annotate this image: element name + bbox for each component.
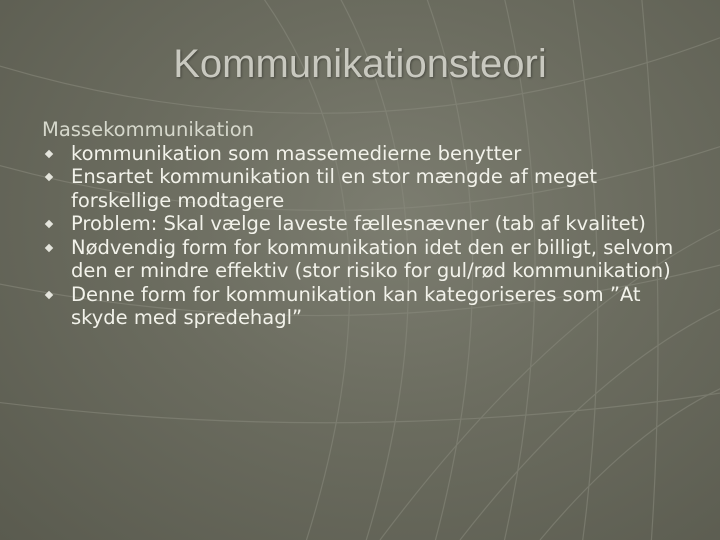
diamond-bullet-icon xyxy=(45,149,53,157)
bullet-text: Problem: Skal vælge laveste fællesnævner (tab af kvalitet) xyxy=(71,212,646,235)
list-item xyxy=(42,283,692,330)
diamond-bullet-icon xyxy=(45,243,53,251)
list-item xyxy=(42,212,692,236)
slide-content xyxy=(42,118,692,330)
bullet-list xyxy=(42,142,692,330)
list-item xyxy=(42,165,692,212)
bullet-text: Nødvendig form for kommunikation idet den er billigt, selvom den er mindre effektiv (stor risiko for gul/rød kommunikation) xyxy=(71,235,674,282)
diamond-bullet-icon xyxy=(45,173,53,181)
diamond-bullet-icon xyxy=(45,290,53,298)
list-item xyxy=(42,236,692,283)
diamond-bullet-icon xyxy=(45,220,53,228)
slide-title: Kommunikationsteori xyxy=(173,42,547,86)
bullet-text: Ensartet kommunikation til en stor mængde af meget forskellige modtagere xyxy=(71,165,598,212)
list-item xyxy=(42,142,692,166)
bullet-text: Denne form for kommunikation kan kategoriseres som ”At skyde med spredehagl” xyxy=(71,282,641,329)
bullet-text: kommunikation som massemedierne benytter xyxy=(71,141,522,165)
section-heading: Massekommunikation xyxy=(42,118,254,141)
